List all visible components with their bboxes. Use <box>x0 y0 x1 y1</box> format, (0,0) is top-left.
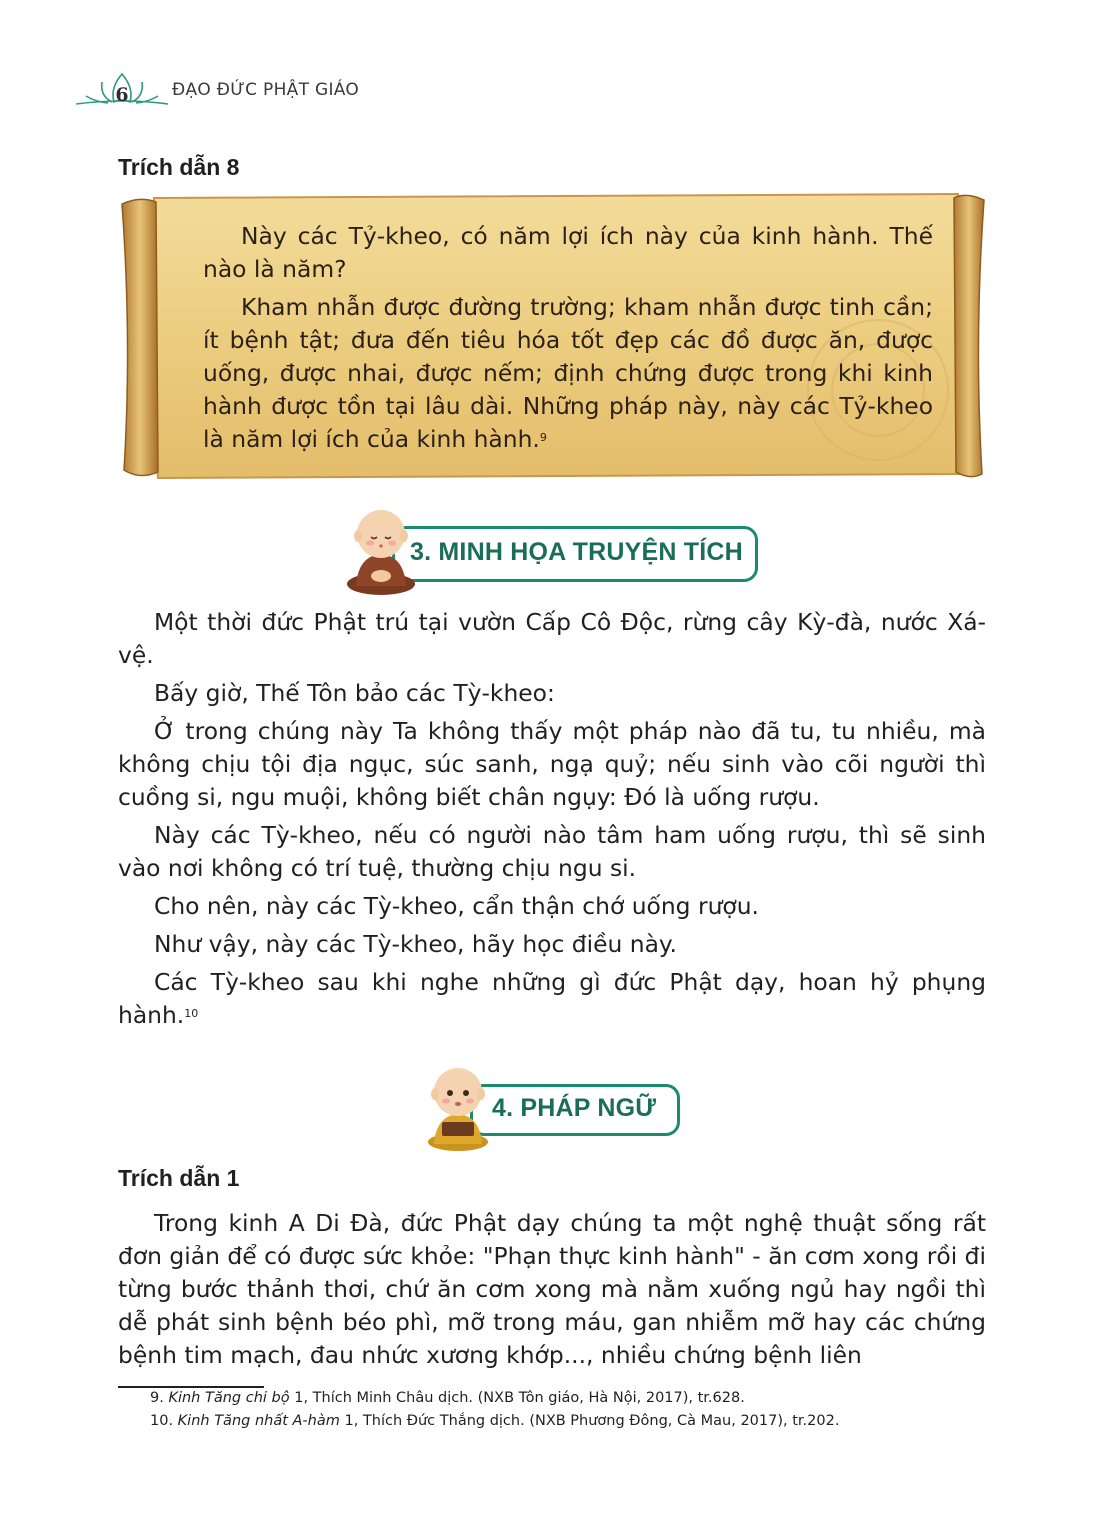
footnote-ref-9[interactable]: 9 <box>539 431 547 444</box>
quote-8-paragraph-2 <box>203 291 933 456</box>
footnote-book-title: Kinh Tăng nhất A-hàm <box>177 1413 340 1429</box>
quote-8-text <box>203 220 933 461</box>
quote-8-paragraph-2-text: Kham nhẫn được đường trường; kham nhẫn được tinh cần; ít bệnh tật; đưa đến tiêu hóa tốt đẹp các đồ được ăn, được uống, được nhai, được nếm; định chứng được trong khi kinh hành được tồn tại lâu dài. Những pháp này, này các Tỷ-kheo là năm lợi ích của kinh hành. <box>203 293 933 453</box>
footnote-10 <box>150 1413 839 1429</box>
story-paragraph: Bấy giờ, Thế Tôn bảo các Tỳ-kheo: <box>154 679 555 707</box>
quote-heading-1: Trích dẫn 1 <box>118 1165 240 1191</box>
reading-monk-icon <box>418 1060 498 1152</box>
quote-1-text <box>118 1207 986 1372</box>
story-paragraph: Một thời đức Phật trú tại vườn Cấp Cô Độc, rừng cây Kỳ-đà, nước Xá-vệ. <box>118 608 986 669</box>
page-number: 6 <box>115 84 129 106</box>
meditating-monk-icon <box>338 504 424 596</box>
quote-1-paragraph: Trong kinh A Di Đà, đức Phật dạy chúng ta một nghệ thuật sống rất đơn giản để có được sức khỏe: "Phạn thực kinh hành" - ăn cơm xong rồi đi từng bước thảnh thơi, chứ ăn cơm xong mà nằm xuống ngủ hay ngồi thì dễ phát sinh bệnh béo phì, mỡ trong máu, gan nhiễm mỡ hay các chứng bệnh tim mạch, đau nhức xương khớp..., nhiều chứng bệnh liên <box>118 1209 986 1369</box>
footnote-number: 9. <box>150 1390 164 1406</box>
section-4-title: 4. PHÁP NGỮ <box>492 1094 657 1122</box>
footnote-number: 10. <box>150 1413 174 1429</box>
footnote-ref-10[interactable]: 10 <box>184 1007 199 1020</box>
footnote-details: 1, Thích Minh Châu dịch. (NXB Tôn giáo, Hà Nội, 2017), tr.628. <box>289 1390 745 1406</box>
quote-8-paragraph-1: Này các Tỷ-kheo, có năm lợi ích này của kinh hành. Thế nào là năm? <box>203 222 933 283</box>
footnote-book-title: Kinh Tăng chi bộ <box>168 1390 290 1406</box>
quote-heading-8: Trích dẫn 8 <box>118 154 240 180</box>
section-3-title: 3. MINH HỌA TRUYỆN TÍCH <box>410 538 743 566</box>
story-paragraph <box>118 966 986 1032</box>
footnote-9 <box>150 1390 745 1406</box>
story-paragraph: Ở trong chúng này Ta không thấy một pháp nào đã tu, tu nhiều, mà không chịu tội địa ngục, súc sanh, ngạ quỷ; nếu sinh vào cõi người thì cuồng si, ngu muội, không biết chân ngụy: Đó là uống rượu. <box>118 717 986 811</box>
running-title: ĐẠO ĐỨC PHẬT GIÁO <box>172 80 360 100</box>
story-paragraph: Cho nên, này các Tỳ-kheo, cẩn thận chớ uống rượu. <box>154 892 759 920</box>
story-paragraph: Như vậy, này các Tỳ-kheo, hãy học điều này. <box>154 930 677 958</box>
story-paragraph: Này các Tỳ-kheo, nếu có người nào tâm ham uống rượu, thì sẽ sinh vào nơi không có trí tuệ, thường chịu ngu si. <box>118 821 986 882</box>
story-last-paragraph: Các Tỳ-kheo sau khi nghe những gì đức Phật dạy, hoan hỷ phụng hành. <box>118 968 986 1029</box>
footnote-divider <box>118 1386 264 1388</box>
story-text <box>118 606 986 1037</box>
footnote-details: 1, Thích Đức Thắng dịch. (NXB Phương Đông, Cà Mau, 2017), tr.202. <box>339 1413 840 1429</box>
